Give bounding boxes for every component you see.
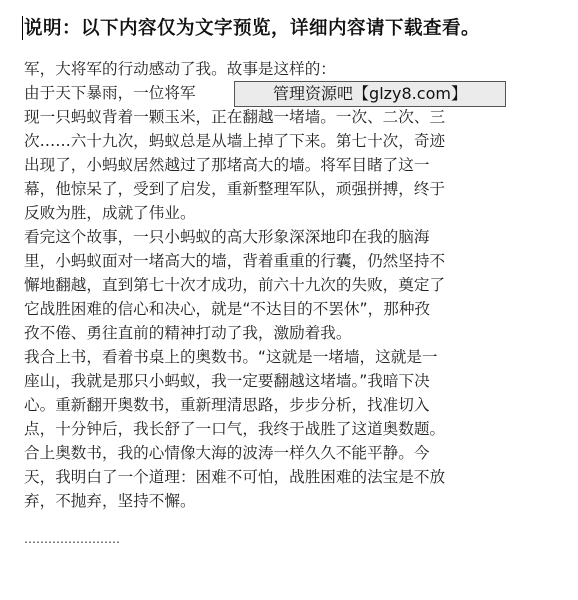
paragraph-line: 懈地翻越，直到第七十次才成功，前六十九次的失败，奠定了 — [24, 276, 446, 294]
paragraph-line: 反败为胜，成就了伟业。 — [24, 204, 196, 222]
paragraph-line: 座山，我就是那只小蚂蚁，我一定要翻越这堵墙。”我暗下决 — [24, 372, 430, 390]
paragraph-line: 它战胜困难的信心和决心，就是“不达目的不罢休”，那种孜 — [24, 300, 431, 318]
paragraph-line: 次……六十九次，蚂蚁总是从墙上掉了下来。第七十次，奇迹 — [24, 132, 446, 150]
paragraph-line-start: 由于天下暴雨，一位将军 — [24, 84, 196, 102]
paragraph-line: 天，我明白了一个道理：困难不可怕，战胜困难的法宝是不放 — [24, 468, 446, 486]
paragraph-line: 现一只蚂蚁背着一颗玉米，正在翻越一堵墙。一次、二次、三 — [24, 108, 446, 126]
paragraph-line: 幕，他惊呆了，受到了启发，重新整理军队，顽强拼搏，终于 — [24, 180, 446, 198]
paragraph-line: 弃，不抛弃，坚持不懈。 — [24, 492, 196, 510]
watermark-box: 管理资源吧【glzy8.com】 — [234, 81, 506, 107]
document-body — [24, 57, 544, 513]
paragraph-line: 出现了，小蚂蚁居然越过了那堵高大的墙。将军目睹了这一 — [24, 156, 430, 174]
paragraph-line: 军，大将军的行动感动了我。故事是这样的： — [24, 60, 336, 78]
paragraph-line: 我合上书，看着书桌上的奥数书。“这就是一堵墙，这就是一 — [24, 348, 438, 366]
paragraph-line: 里，小蚂蚁面对一堵高大的墙，背着重重的行囊，仍然坚持不 — [24, 252, 446, 270]
paragraph-line: 点，十分钟后，我长舒了一口气，我终于战胜了这道奥数题。 — [24, 420, 446, 438]
text-cursor — [22, 16, 23, 40]
paragraph-line: 心。重新翻开奥数书，重新理清思路，步步分析，找准切入 — [24, 396, 430, 414]
paragraph-line: 孜不倦、勇往直前的精神打动了我，激励着我。 — [24, 324, 352, 342]
paragraph-line: 合上奥数书，我的心情像大海的波涛一样久久不能平静。今 — [24, 444, 430, 462]
paragraph-line: 看完这个故事，一只小蚂蚁的高大形象深深地印在我的脑海 — [24, 228, 430, 246]
preview-notice: 说明：以下内容仅为文字预览，详细内容请下载查看。 — [24, 18, 481, 39]
truncation-ellipsis: …………………… — [24, 532, 120, 546]
